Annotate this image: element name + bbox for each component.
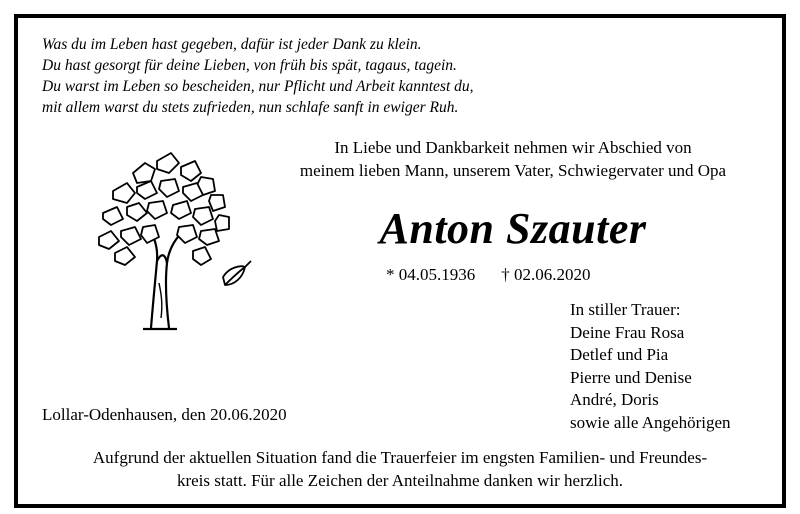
mourner-name: sowie alle Angehörigen xyxy=(570,412,731,432)
mourners-list xyxy=(570,299,731,434)
poem-line: Du warst im Leben so bescheiden, nur Pflicht und Arbeit kanntest du, xyxy=(42,78,474,95)
mourner-name: Detlef und Pia xyxy=(570,345,669,364)
poem xyxy=(42,34,474,118)
farewell-intro xyxy=(248,136,778,182)
mourner-name: Pierre und Denise xyxy=(570,367,692,387)
poem-line: Du hast gesorgt für deine Lieben, von früh bis spät, tagaus, tagein. xyxy=(42,57,457,74)
place-and-date: Lollar-Odenhausen, den 20.06.2020 xyxy=(42,405,287,424)
notice-line: kreis statt. Für alle Zeichen der Anteilnahme danken wir herzlich. xyxy=(176,471,624,490)
poem-line: mit allem warst du stets zufrieden, nun schlafe sanft in ewiger Ruh. xyxy=(42,99,459,116)
intro-line: In Liebe und Dankbarkeit nehmen wir Abschied von xyxy=(334,138,692,157)
deceased-name: Anton Szauter xyxy=(379,204,647,253)
poem-line: Was du im Leben hast gegeben, dafür ist jeder Dank zu klein. xyxy=(42,36,422,53)
life-dates xyxy=(386,264,591,286)
intro-line: meinem lieben Mann, unserem Vater, Schwiegervater und Opa xyxy=(299,161,727,180)
notice-line: Aufgrund der aktuellen Situation fand die Trauerfeier im engsten Familien- und Freundes- xyxy=(92,448,708,467)
mourners-heading: In stiller Trauer: xyxy=(570,300,681,319)
birth-date: * 04.05.1936 xyxy=(386,265,476,284)
tree-illustration-icon xyxy=(73,143,253,333)
obituary-frame xyxy=(14,14,786,508)
funeral-notice xyxy=(28,446,772,492)
death-date: † 02.06.2020 xyxy=(501,265,591,284)
mourner-name: André, Doris xyxy=(570,390,659,409)
mourner-name: Deine Frau Rosa xyxy=(570,322,685,342)
